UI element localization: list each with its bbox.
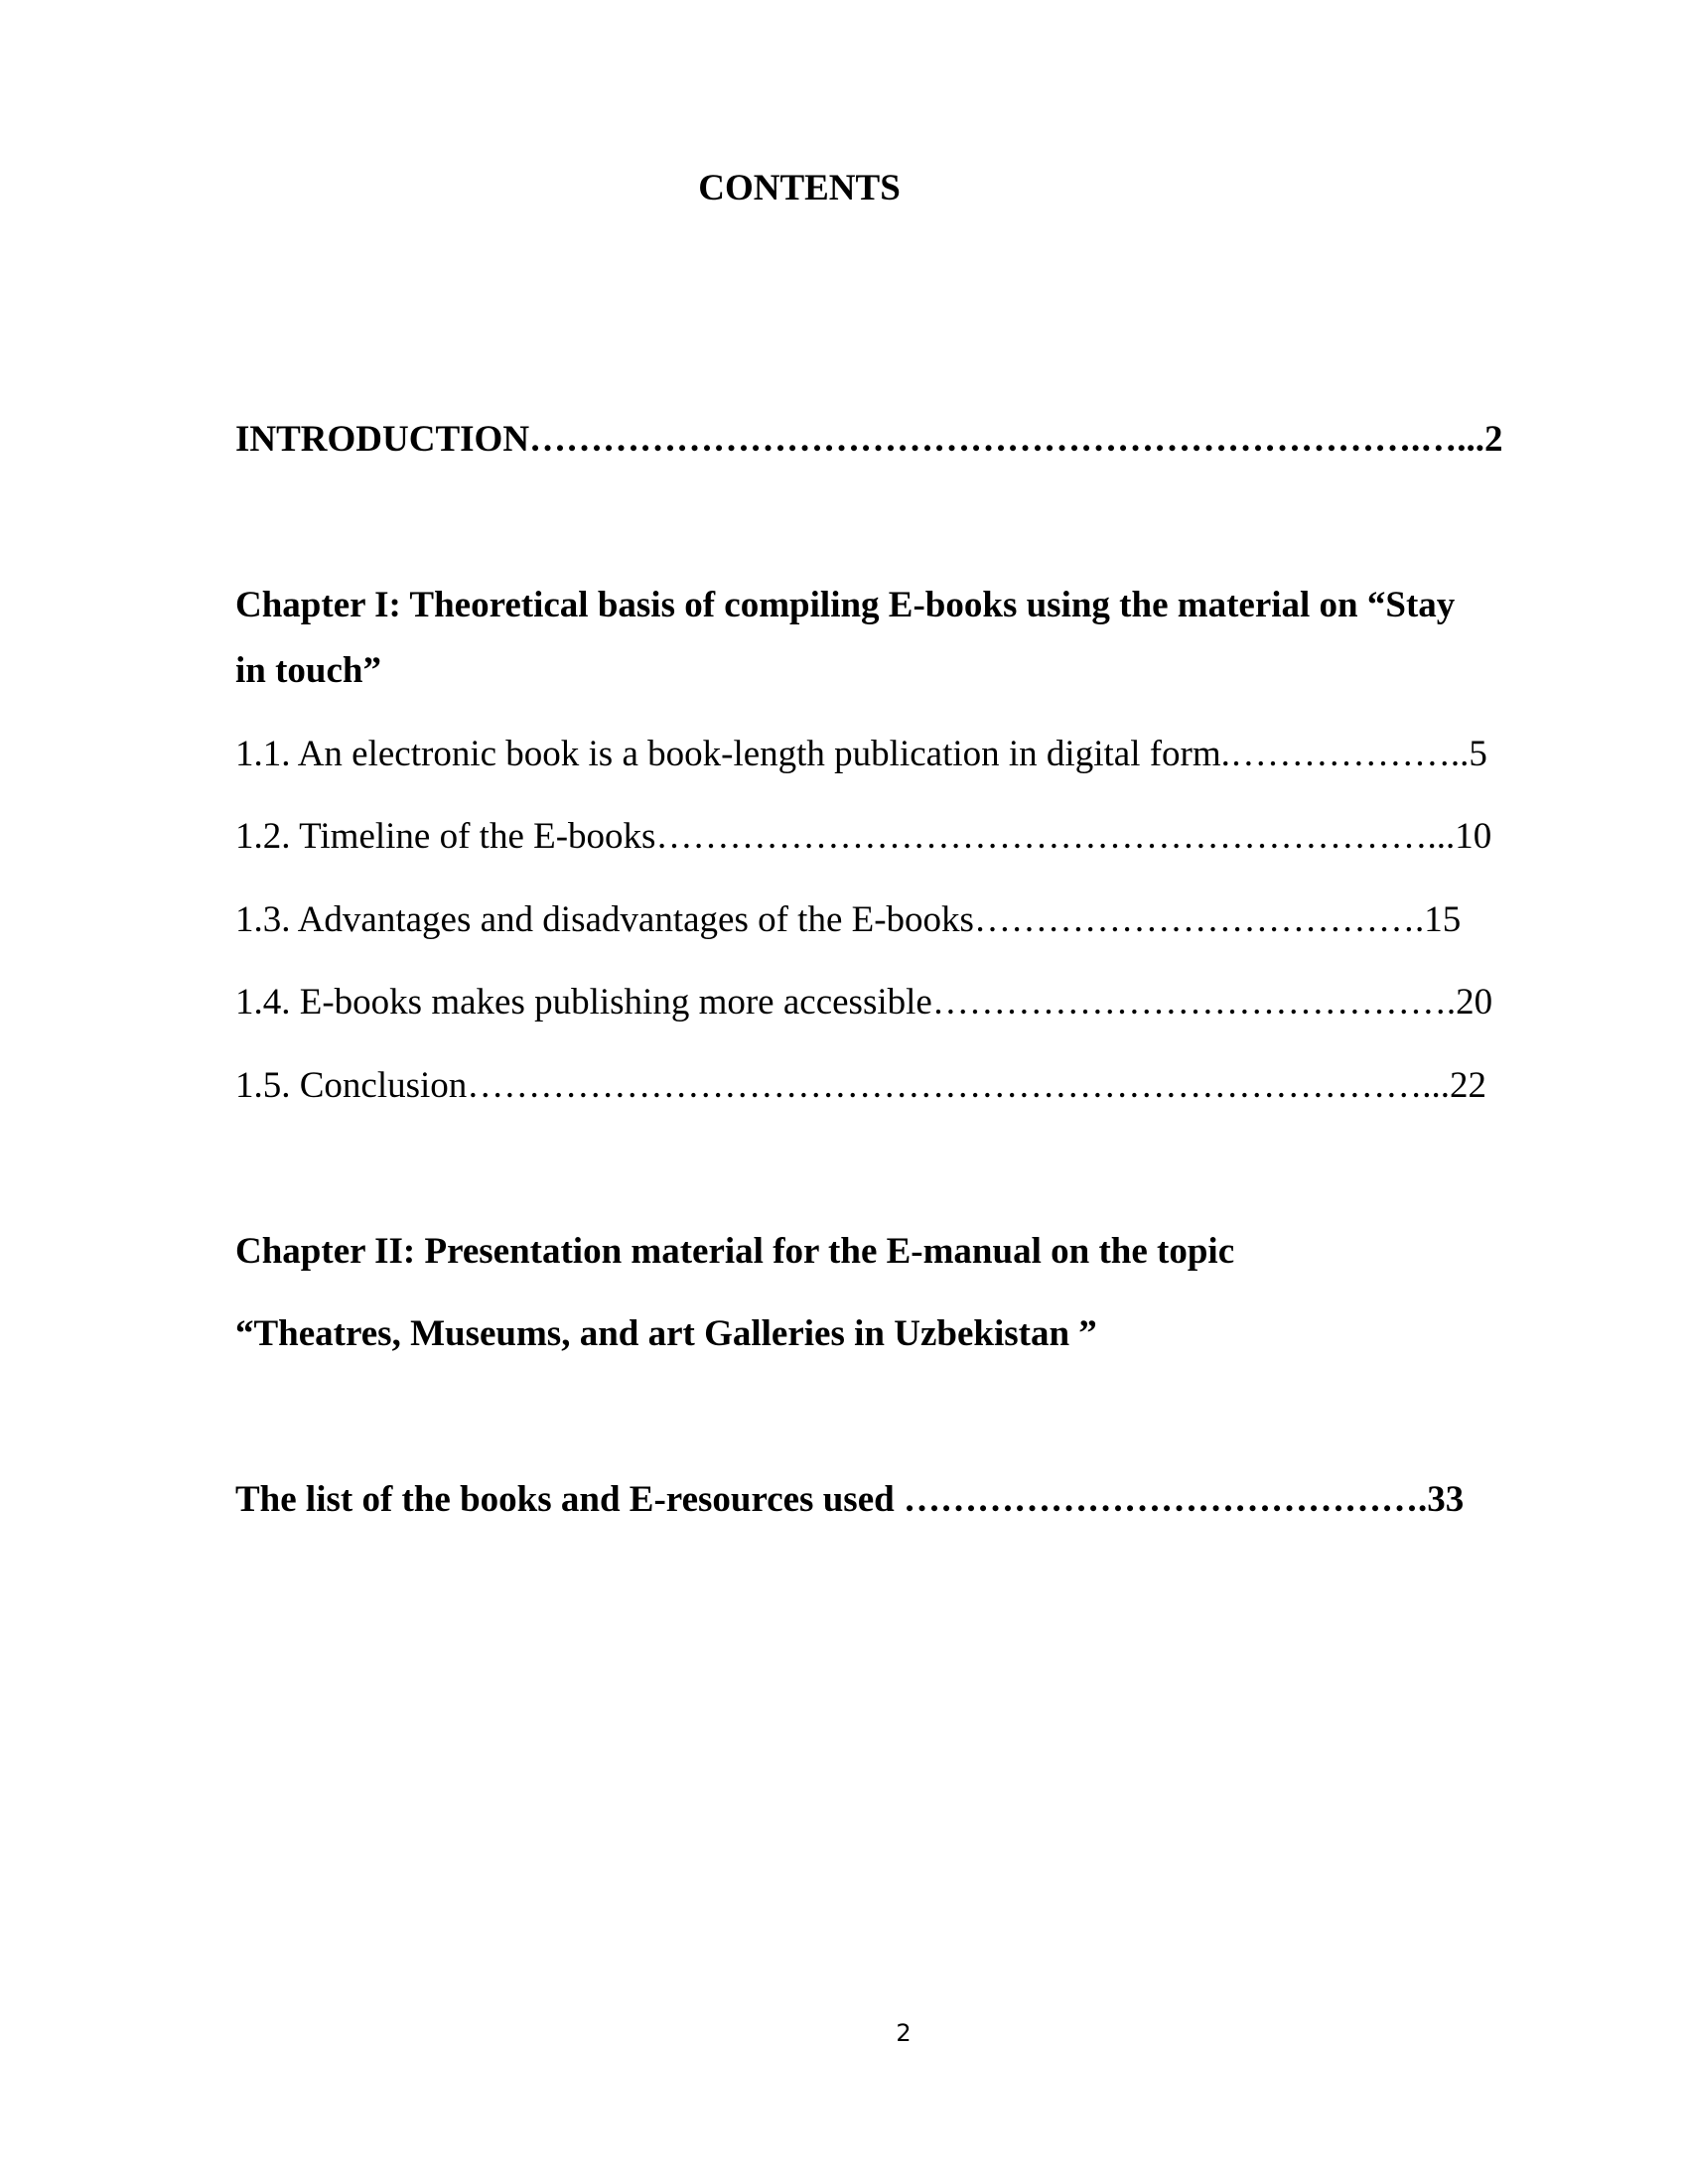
chapter-2-heading-line-2: “Theatres, Museums, and art Galleries in Uzbekistan ” [235,1313,1097,1354]
toc-item-1-3: 1.3. Advantages and disadvantages of the E-books……………………………….15 [235,899,1462,940]
toc-introduction: INTRODUCTION……………………………………………………………….…...2 [235,419,1503,460]
page-number: 2 [896,2019,912,2047]
chapter-1-heading-line-2: in touch” [235,650,382,691]
chapter-1-heading-line-1: Chapter I: Theoretical basis of compiling E-books using the material on “Stay [235,585,1456,625]
contents-title: CONTENTS [698,168,901,208]
toc-references: The list of the books and E-resources used …………………………………….33 [235,1479,1465,1520]
toc-item-1-4: 1.4. E-books makes publishing more accessible…………………………………….20 [235,982,1493,1023]
toc-item-1-5: 1.5. Conclusion……………………………………………………………………...22 [235,1065,1487,1106]
toc-item-1-2: 1.2. Timeline of the E-books………………………………………………………...10 [235,816,1492,857]
chapter-2-heading-line-1: Chapter II: Presentation material for the E-manual on the topic [235,1231,1235,1272]
toc-item-1-1: 1.1. An electronic book is a book-length publication in digital form.………………..5 [235,734,1487,774]
